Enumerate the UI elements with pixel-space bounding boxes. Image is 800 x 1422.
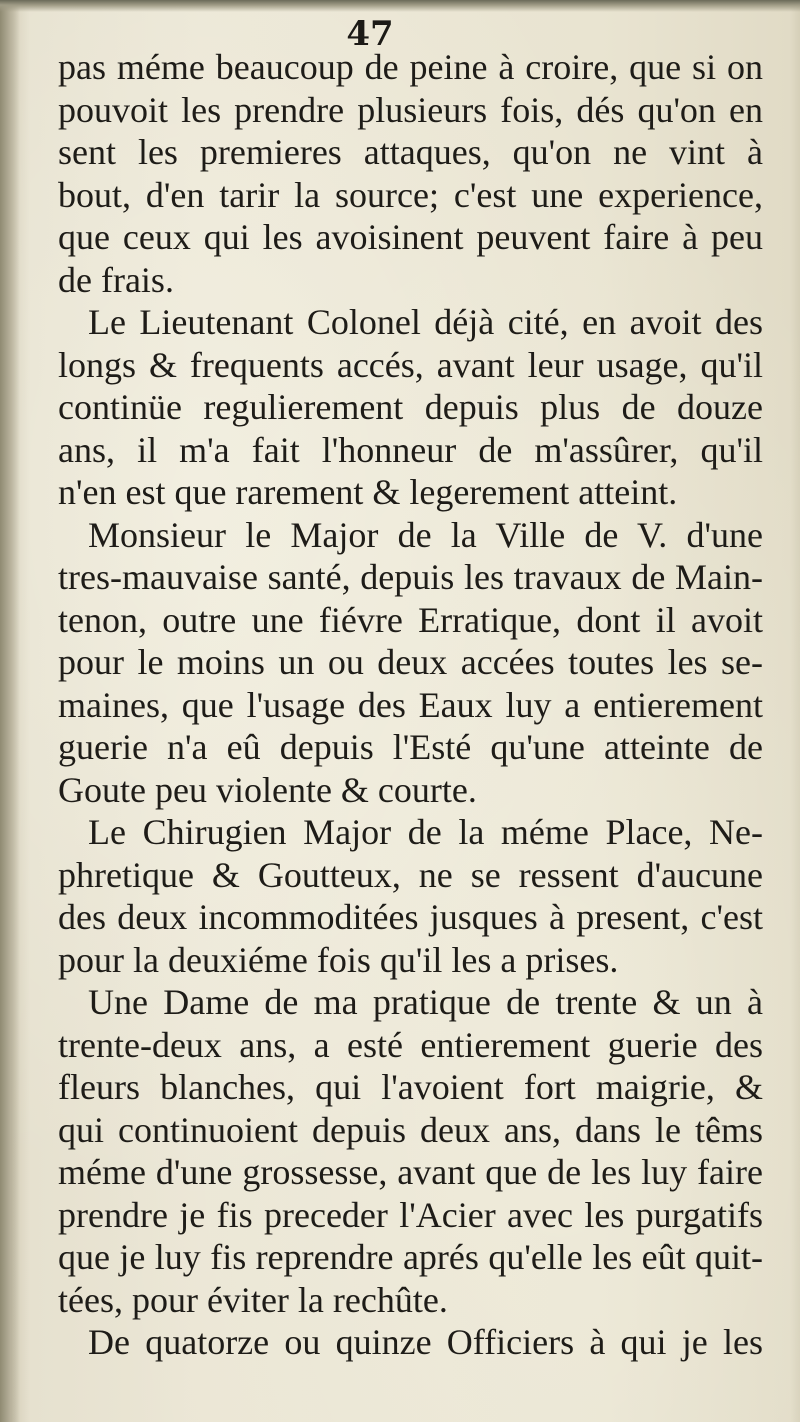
text-line: sent les premieres attaques, qu'on ne vint à: [58, 132, 763, 172]
page-binding-shadow: [0, 0, 20, 1422]
text-line: Goute peu violente & courte.: [58, 769, 477, 810]
text-line: trente-deux ans, a esté entierement guerie des: [58, 1024, 763, 1065]
page-top-edge: [0, 0, 800, 12]
body-text: [58, 46, 763, 1364]
text-line: fleurs blanches, qui l'avoient fort maigrie, &: [58, 1067, 763, 1107]
text-line: Le Lieutenant Colonel déjà cité, en avoit des: [88, 302, 763, 342]
text-line: tres-mauvaise santé, depuis les travaux de Main-: [58, 557, 763, 597]
text-line: De quatorze ou quinze Officiers à qui je les: [88, 1322, 763, 1362]
text-line: des deux incommoditées jusques à present, c'est: [58, 897, 763, 937]
text-line: guerie n'a eû depuis l'Esté qu'une atteinte de: [58, 727, 763, 767]
text-line: maines, que l'usage des Eaux luy a entierement: [58, 684, 763, 725]
text-line: bout, d'en tarir la source; c'est une experience,: [58, 174, 763, 215]
text-line: longs & frequents accés, avant leur usage, qu'il: [58, 344, 763, 385]
text-line: tées, pour éviter la rechûte.: [58, 1279, 448, 1320]
text-line: prendre je fis preceder l'Acier avec les purgatifs: [58, 1194, 763, 1235]
page-number: 47: [346, 14, 394, 54]
text-line: pas méme beaucoup de peine à croire, que si on: [58, 47, 763, 87]
text-line: n'en est que rarement & legerement atteint.: [58, 472, 678, 512]
text-line: Monsieur le Major de la Ville de V. d'une: [88, 514, 763, 555]
text-line: de frais.: [58, 259, 174, 300]
text-line: pour la deuxiéme fois qu'il les a prises.: [58, 939, 619, 980]
text-line: pour le moins un ou deux accées toutes les se-: [58, 642, 763, 682]
text-line: phretique & Goutteux, ne se ressent d'aucune: [58, 854, 763, 895]
text-line: qui continuoient depuis deux ans, dans le têms: [58, 1109, 763, 1150]
text-line: ans, il m'a fait l'honneur de m'assûrer, qu'il: [58, 429, 763, 470]
text-line: continüe regulierement depuis plus de douze: [58, 387, 763, 427]
text-line: méme d'une grossesse, avant que de les luy faire: [58, 1152, 763, 1192]
text-line: pouvoit les prendre plusieurs fois, dés qu'on en: [58, 89, 763, 130]
text-line: tenon, outre une fiévre Erratique, dont il avoit: [58, 599, 763, 640]
text-line: que ceux qui les avoisinent peuvent faire à peu: [58, 217, 763, 257]
text-line: Une Dame de ma pratique de trente & un à: [88, 982, 763, 1022]
text-line: que je luy fis reprendre aprés qu'elle les eût quit-: [58, 1237, 763, 1277]
text-line: Le Chirugien Major de la méme Place, Ne-: [88, 812, 763, 852]
